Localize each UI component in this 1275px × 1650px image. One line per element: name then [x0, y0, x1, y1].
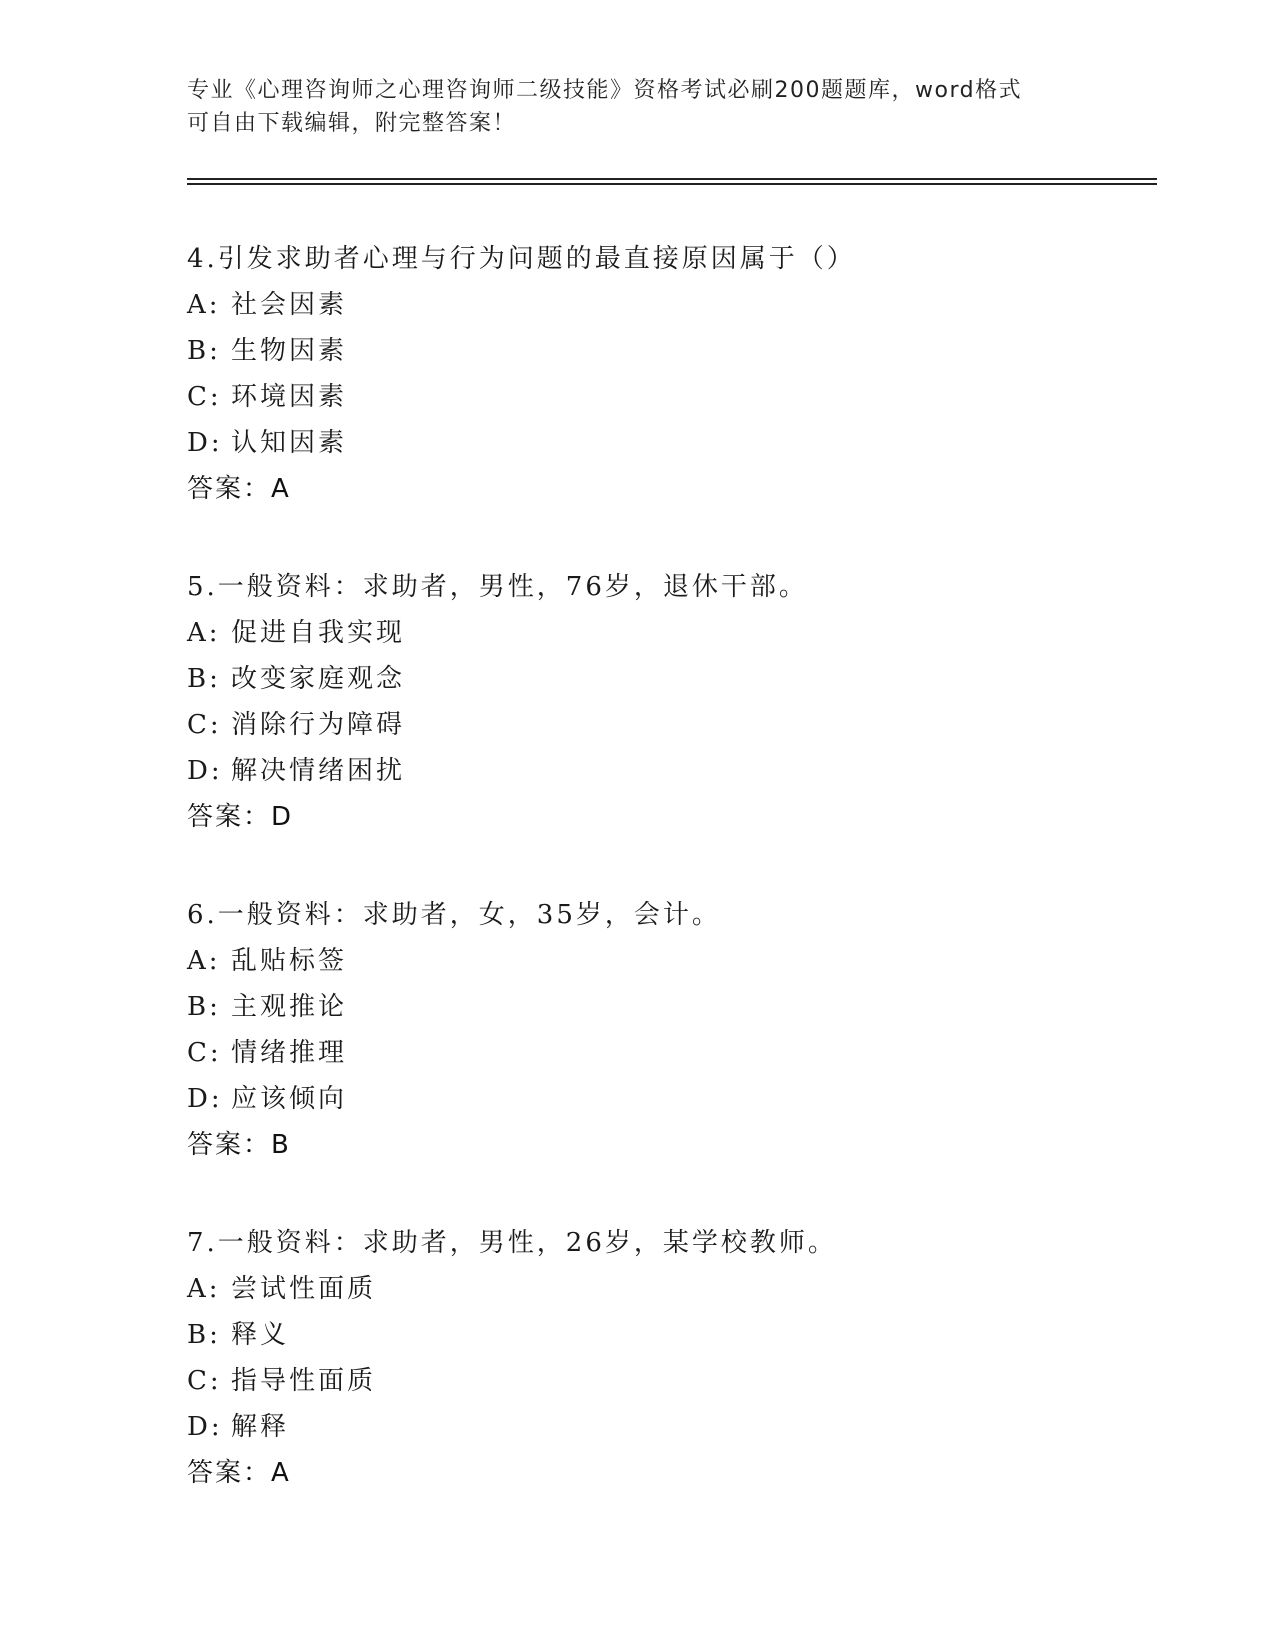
option-a — [187, 610, 1167, 656]
question-stem: 7.一般资料：求助者，男性，26岁，某学校教师。 — [187, 1228, 837, 1258]
option-text: 改变家庭观念 — [231, 664, 406, 694]
question-stem: 5.一般资料：求助者，男性，76岁，退休干部。 — [187, 572, 808, 602]
answer-line: 答案：A — [187, 1458, 291, 1488]
option-b — [187, 984, 1167, 1030]
option-letter: C: — [187, 1038, 222, 1068]
option-d — [187, 1404, 1167, 1450]
option-letter: C: — [187, 710, 222, 740]
option-text: 乱贴标签 — [231, 946, 348, 976]
option-c — [187, 374, 1167, 420]
option-text: 认知因素 — [231, 428, 348, 458]
option-a — [187, 1266, 1167, 1312]
option-text: 指导性面质 — [231, 1366, 377, 1396]
option-letter: A: — [187, 618, 221, 648]
option-text: 环境因素 — [231, 382, 348, 412]
answer-line: 答案：B — [187, 1130, 291, 1160]
option-letter: B: — [187, 992, 221, 1022]
option-text: 情绪推理 — [231, 1038, 348, 1068]
option-letter: A: — [187, 290, 221, 320]
option-letter: D: — [187, 1084, 223, 1114]
option-text: 主观推论 — [231, 992, 348, 1022]
document-header — [187, 74, 1067, 140]
option-c — [187, 1030, 1167, 1076]
option-text: 释义 — [231, 1320, 290, 1350]
header-divider-top — [187, 178, 1157, 180]
option-letter: D: — [187, 1412, 223, 1442]
option-d — [187, 748, 1167, 794]
header-line-2: 可自由下载编辑，附完整答案！ — [187, 111, 517, 136]
option-text: 生物因素 — [231, 336, 348, 366]
header-divider-bottom — [187, 183, 1157, 185]
option-d — [187, 1076, 1167, 1122]
question-4 — [187, 236, 1167, 512]
answer-line: 答案：A — [187, 474, 291, 504]
option-text: 社会因素 — [231, 290, 348, 320]
question-7 — [187, 1220, 1167, 1496]
question-6 — [187, 892, 1167, 1168]
option-a — [187, 282, 1167, 328]
option-text: 促进自我实现 — [231, 618, 406, 648]
option-b — [187, 1312, 1167, 1358]
option-letter: D: — [187, 756, 223, 786]
option-text: 应该倾向 — [231, 1084, 348, 1114]
question-stem: 4.引发求助者心理与行为问题的最直接原因属于（） — [187, 244, 856, 274]
question-list — [187, 236, 1167, 1496]
question-stem: 6.一般资料：求助者，女，35岁，会计。 — [187, 900, 721, 930]
option-b — [187, 656, 1167, 702]
answer-line: 答案：D — [187, 802, 294, 832]
option-c — [187, 702, 1167, 748]
option-text: 消除行为障碍 — [231, 710, 406, 740]
option-letter: A: — [187, 946, 221, 976]
option-text: 解释 — [231, 1412, 290, 1442]
option-letter: D: — [187, 428, 223, 458]
option-letter: B: — [187, 1320, 221, 1350]
option-letter: A: — [187, 1274, 221, 1304]
question-5 — [187, 564, 1167, 840]
option-c — [187, 1358, 1167, 1404]
option-letter: B: — [187, 336, 221, 366]
option-letter: C: — [187, 1366, 222, 1396]
option-text: 尝试性面质 — [231, 1274, 377, 1304]
option-letter: B: — [187, 664, 221, 694]
option-d — [187, 420, 1167, 466]
option-a — [187, 938, 1167, 984]
option-b — [187, 328, 1167, 374]
option-letter: C: — [187, 382, 222, 412]
header-line-1: 专业《心理咨询师之心理咨询师二级技能》资格考试必刷200题题库，word格式 — [187, 78, 1023, 103]
option-text: 解决情绪困扰 — [231, 756, 406, 786]
